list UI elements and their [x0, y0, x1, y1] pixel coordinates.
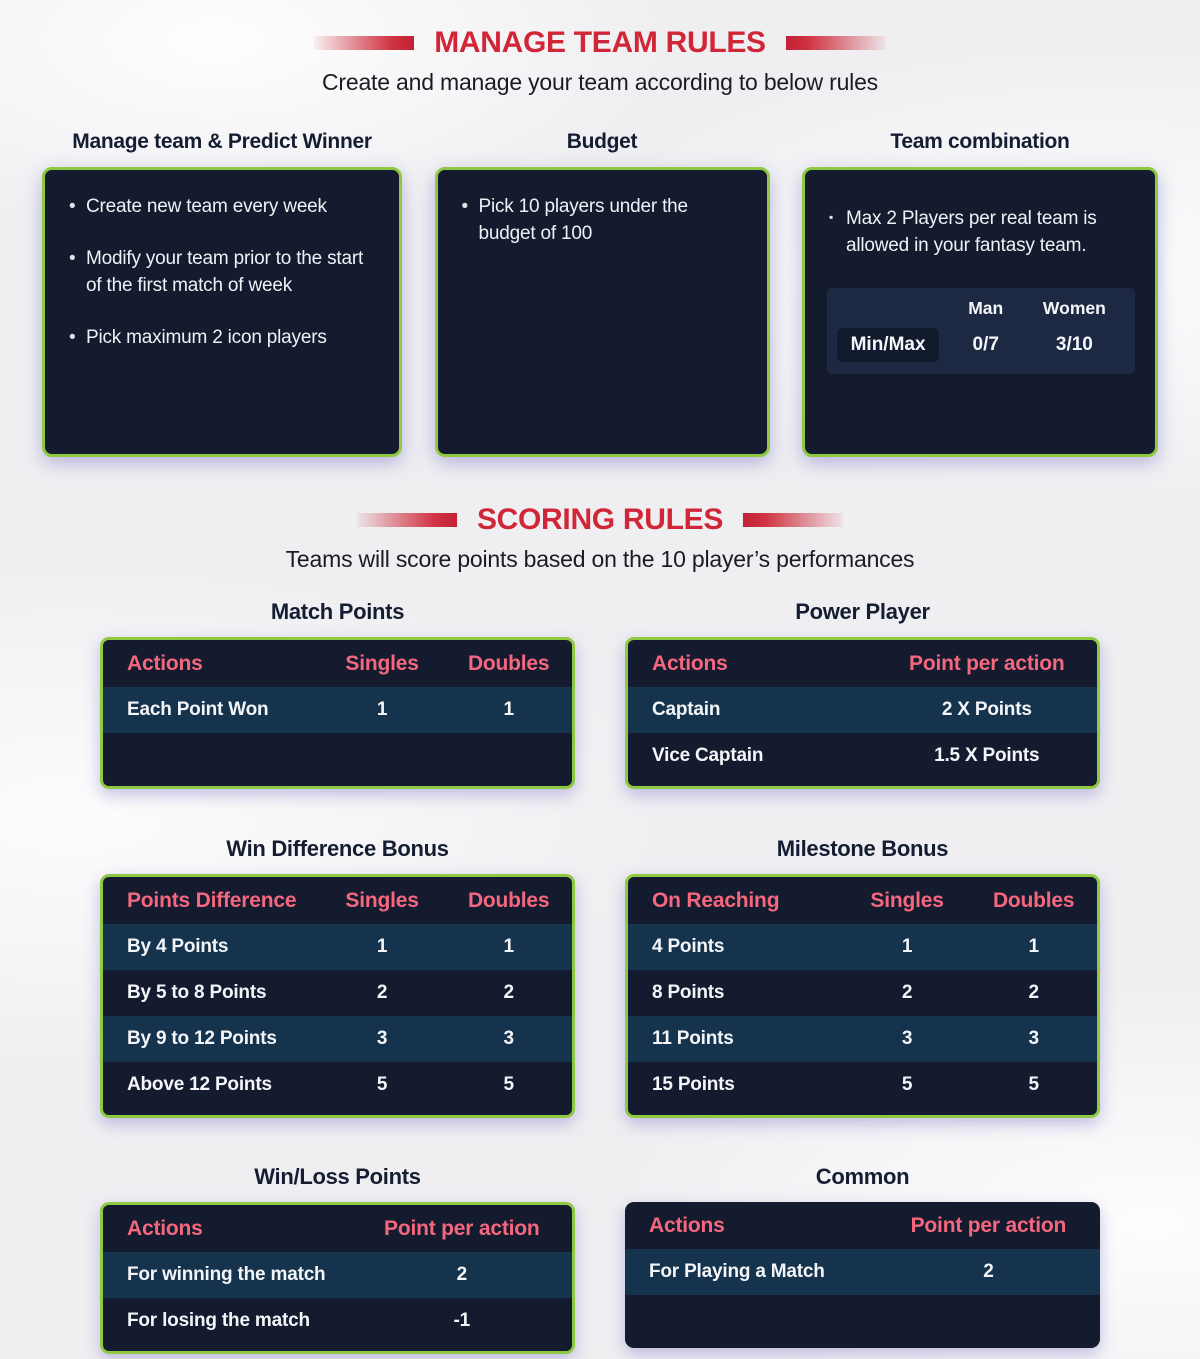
table-row [628, 733, 1097, 779]
table-empty-row [103, 733, 572, 779]
minmax-label-cell [837, 328, 946, 362]
scoring-table [625, 637, 1100, 789]
table-header-cell: Doubles [467, 651, 550, 675]
table-cell: 4 Points [652, 936, 725, 957]
title-accent-bar-right [743, 513, 843, 527]
rule-bullet-list [827, 206, 1135, 260]
table-header-cell: Actions [649, 1213, 725, 1237]
bullet-item: • Pick maximum 2 icon players [67, 325, 379, 352]
table-row [628, 1062, 1097, 1108]
table-cell: 2 [983, 1261, 994, 1282]
title-accent-bar-left [314, 36, 414, 50]
bullet-item: • Create new team every week [67, 194, 379, 221]
scoring-table-group [100, 1164, 575, 1354]
scoring-table [100, 874, 575, 1118]
man-header-cell: Man [968, 297, 1004, 318]
table-cell: 5 [376, 1074, 388, 1095]
table-title: Win/Loss Points [254, 1164, 421, 1189]
table-title: Win Difference Bonus [226, 836, 449, 861]
table-title: Power Player [795, 599, 930, 624]
table-header-cell: Doubles [467, 888, 550, 912]
table-cell: Captain [652, 699, 721, 720]
women-header-cell: Women [1042, 297, 1106, 318]
table-header-row [103, 1205, 572, 1252]
rule-card-group [435, 130, 770, 457]
table-header-cell: Points Difference [127, 888, 297, 912]
tables-row [0, 1164, 1200, 1354]
table-row [103, 1062, 572, 1108]
rule-card-group [42, 130, 402, 457]
table-cell: By 9 to 12 Points [127, 1028, 277, 1049]
table-cell: 1 [376, 699, 388, 720]
table-cell: -1 [453, 1310, 471, 1331]
rule-card [802, 167, 1158, 457]
table-cell: Vice Captain [652, 745, 764, 766]
table-cell: For losing the match [127, 1310, 310, 1331]
table-header-row [625, 1202, 1100, 1249]
table-row [103, 687, 572, 733]
table-row [625, 1249, 1100, 1295]
table-row [103, 970, 572, 1016]
tables-row [0, 599, 1200, 789]
table-header-cell: Actions [127, 651, 203, 675]
scoring-table-group [625, 599, 1100, 789]
table-header-row [628, 877, 1097, 924]
table-cell: For Playing a Match [649, 1261, 825, 1282]
table-header-cell: On Reaching [652, 888, 780, 912]
rule-card [435, 167, 770, 457]
table-cell: Above 12 Points [127, 1074, 272, 1095]
table-cell: 2 [456, 1264, 467, 1285]
scoring-rules-title: SCORING RULES [476, 503, 724, 536]
table-row [103, 924, 572, 970]
man-value-cell: 0/7 [972, 333, 999, 355]
table-row [628, 924, 1097, 970]
scoring-table [100, 1202, 575, 1354]
table-cell: Each Point Won [127, 699, 269, 720]
table-title: Milestone Bonus [776, 836, 949, 861]
table-row [103, 1298, 572, 1344]
tables-row [0, 836, 1200, 1118]
scoring-table [100, 637, 575, 789]
table-row [103, 1016, 572, 1062]
scoring-tables-grid [0, 599, 1200, 1354]
table-title: Match Points [270, 599, 405, 624]
table-cell: 8 Points [652, 982, 725, 1003]
table-cell: 5 [1028, 1074, 1039, 1095]
rule-card-title: Manage team & Predict Winner [72, 130, 372, 153]
table-cell: By 4 Points [127, 936, 229, 957]
manage-rules-title-row [0, 26, 1200, 60]
table-row [628, 1016, 1097, 1062]
table-cell: By 5 to 8 Points [127, 982, 267, 1003]
table-cell: 1 [1028, 936, 1039, 957]
bullet-item: ▪ Max 2 Players per real team is allowed in your fantasy team. [827, 206, 1135, 260]
table-cell: 2 X Points [941, 699, 1032, 720]
table-header-cell: Singles [345, 888, 419, 912]
manage-rules-header [0, 0, 1200, 96]
manage-rules-subtitle: Create and manage your team according to below rules [322, 69, 878, 95]
scoring-table [625, 874, 1100, 1118]
title-accent-bar-right [786, 36, 886, 50]
table-header-cell: Singles [345, 651, 419, 675]
scoring-table-group [100, 836, 575, 1118]
table-header-cell: Point per action [909, 651, 1065, 675]
table-cell: For winning the match [127, 1264, 326, 1285]
table-cell: 1 [901, 936, 913, 957]
table-cell: 11 Points [652, 1028, 734, 1049]
table-header-cell: Doubles [992, 888, 1075, 912]
table-empty-row [625, 1295, 1100, 1341]
team-combination-table [827, 288, 1135, 374]
manage-rules-title: MANAGE TEAM RULES [434, 26, 766, 59]
table-row [628, 687, 1097, 733]
table-cell: 2 [901, 982, 913, 1003]
scoring-rules-subtitle: Teams will score points based on the 10 player’s performances [285, 546, 915, 572]
table-header-row [103, 640, 572, 687]
table-cell: 5 [901, 1074, 913, 1095]
table-header-row [628, 640, 1097, 687]
bullet-item: • Modify your team prior to the start of the first match of week [67, 246, 379, 300]
rule-card-title: Team combination [890, 130, 1070, 153]
table-cell: 1 [376, 936, 388, 957]
team-combination-header-row [837, 298, 1123, 319]
scoring-table-group [100, 599, 575, 789]
scoring-rules-title-row [0, 503, 1200, 537]
rule-cards-row [0, 130, 1200, 457]
table-cell: 3 [503, 1028, 514, 1049]
women-value-cell: 3/10 [1055, 333, 1093, 355]
scoring-table-group [625, 836, 1100, 1118]
table-header-cell: Actions [127, 1216, 203, 1240]
table-cell: 1 [503, 936, 514, 957]
table-cell: 2 [1028, 982, 1039, 1003]
scoring-rules-header [0, 503, 1200, 573]
bullet-item: • Pick 10 players under the budget of 100 [460, 194, 747, 248]
table-cell: 3 [376, 1028, 388, 1049]
scoring-table-group [625, 1164, 1100, 1354]
table-cell: 15 Points [652, 1074, 735, 1095]
table-cell: 2 [376, 982, 388, 1003]
table-cell: 2 [503, 982, 514, 1003]
table-row [103, 1252, 572, 1298]
table-header-cell: Actions [652, 651, 728, 675]
table-row [628, 970, 1097, 1016]
table-cell: 5 [503, 1074, 514, 1095]
rule-card-group [802, 130, 1158, 457]
title-accent-bar-left [357, 513, 457, 527]
table-header-row [103, 877, 572, 924]
scoring-table [625, 1202, 1100, 1348]
rule-card [42, 167, 402, 457]
table-header-cell: Singles [870, 888, 944, 912]
table-cell: 1.5 X Points [934, 745, 1040, 766]
table-header-cell: Point per action [384, 1216, 540, 1240]
team-combination-value-row [837, 328, 1123, 362]
rule-bullet-list [67, 194, 379, 352]
rule-card-title: Budget [566, 130, 638, 153]
table-cell: 3 [901, 1028, 913, 1049]
rule-bullet-list [460, 194, 747, 248]
table-title: Common [815, 1164, 910, 1189]
minmax-chip: Min/Max [837, 328, 939, 362]
table-header-cell: Point per action [910, 1213, 1067, 1237]
table-cell: 1 [503, 699, 514, 720]
table-cell: 3 [1028, 1028, 1039, 1049]
